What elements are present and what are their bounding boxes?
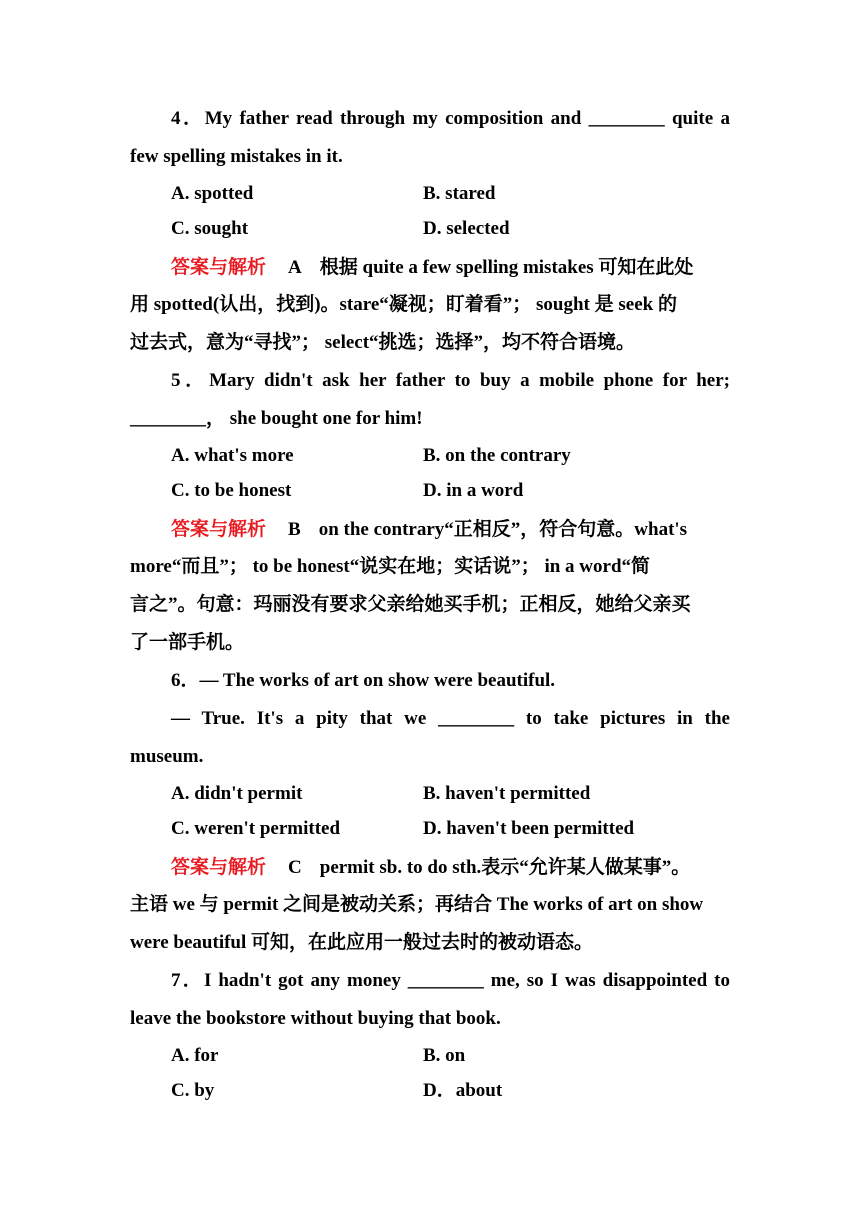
- answer-letter: B: [288, 519, 301, 540]
- question-stem: museum.: [130, 746, 204, 767]
- answer-label: 答案与解析: [171, 518, 267, 540]
- explanation-line: 过去式，意为“寻找”； select“挑选；选择”，均不符合语境。: [130, 332, 636, 353]
- exercise-page: [130, 100, 730, 1108]
- option-a: A. for: [171, 1045, 219, 1066]
- question-stem: — True. It's a pity that we ________ to take pictures in the: [171, 708, 730, 729]
- option-a: A. spotted: [171, 183, 254, 204]
- options-row: [130, 1038, 730, 1073]
- option-c: C. weren't permitted: [171, 818, 341, 839]
- options-row: [130, 1073, 730, 1108]
- explanation-line: were beautiful 可知，在此应用一般过去时的被动语态。: [130, 932, 594, 953]
- question-stem: 4．My father read through my composition and ________ quite a: [171, 108, 730, 129]
- question-stem: few spelling mistakes in it.: [130, 146, 343, 167]
- answer-letter: C: [288, 857, 302, 878]
- option-b: B. stared: [423, 183, 496, 204]
- question-5: [130, 362, 730, 662]
- question-7: [130, 962, 730, 1108]
- answer-label: 答案与解析: [171, 856, 267, 878]
- explanation-line: 主语 we 与 permit 之间是被动关系；再结合 The works of art on show: [130, 894, 704, 915]
- option-d: D. in a word: [423, 480, 524, 501]
- option-c: C. to be honest: [171, 480, 292, 501]
- question-stem: leave the bookstore without buying that book.: [130, 1008, 501, 1029]
- answer-letter: A: [288, 257, 302, 278]
- answer-line: [130, 510, 730, 548]
- explanation-line: 了一部手机。: [130, 632, 245, 653]
- options-row: [130, 211, 730, 246]
- option-d: D. haven't been permitted: [423, 818, 635, 839]
- option-a: A. didn't permit: [171, 783, 303, 804]
- explanation-text: permit sb. to do sth.表示“允许某人做某事”。: [319, 857, 691, 878]
- options-row: [130, 438, 730, 473]
- options-row: [130, 811, 730, 846]
- question-stem: 5．Mary didn't ask her father to buy a mobile phone for her;: [171, 370, 730, 391]
- question-stem: ________， she bought one for him!: [130, 408, 423, 429]
- question-stem: 6．— The works of art on show were beautiful.: [171, 670, 556, 691]
- explanation-line: 用 spotted(认出，找到)。stare“凝视；盯着看”； sought 是 seek 的: [130, 294, 677, 315]
- option-c: C. by: [171, 1080, 215, 1101]
- answer-line: [130, 848, 730, 886]
- explanation-line: more“而且”； to be honest“说实在地；实话说”； in a word“简: [130, 556, 651, 577]
- question-4: [130, 100, 730, 362]
- answer-line: [130, 248, 730, 286]
- answer-label: 答案与解析: [171, 256, 267, 278]
- question-6: [130, 662, 730, 962]
- question-stem: 7．I hadn't got any money ________ me, so I was disappointed to: [171, 970, 730, 991]
- option-b: B. on: [423, 1045, 466, 1066]
- options-row: [130, 776, 730, 811]
- option-c: C. sought: [171, 218, 249, 239]
- option-d: D. selected: [423, 218, 510, 239]
- option-b: B. haven't permitted: [423, 783, 591, 804]
- options-row: [130, 473, 730, 508]
- explanation-line: 言之”。句意：玛丽没有要求父亲给她买手机；正相反，她给父亲买: [130, 594, 691, 615]
- option-d: D．about: [423, 1080, 503, 1101]
- option-b: B. on the contrary: [423, 445, 571, 466]
- explanation-text: on the contrary“正相反”，符合句意。what's: [318, 519, 688, 540]
- options-row: [130, 176, 730, 211]
- option-a: A. what's more: [171, 445, 294, 466]
- explanation-text: 根据 quite a few spelling mistakes 可知在此处: [319, 257, 694, 278]
